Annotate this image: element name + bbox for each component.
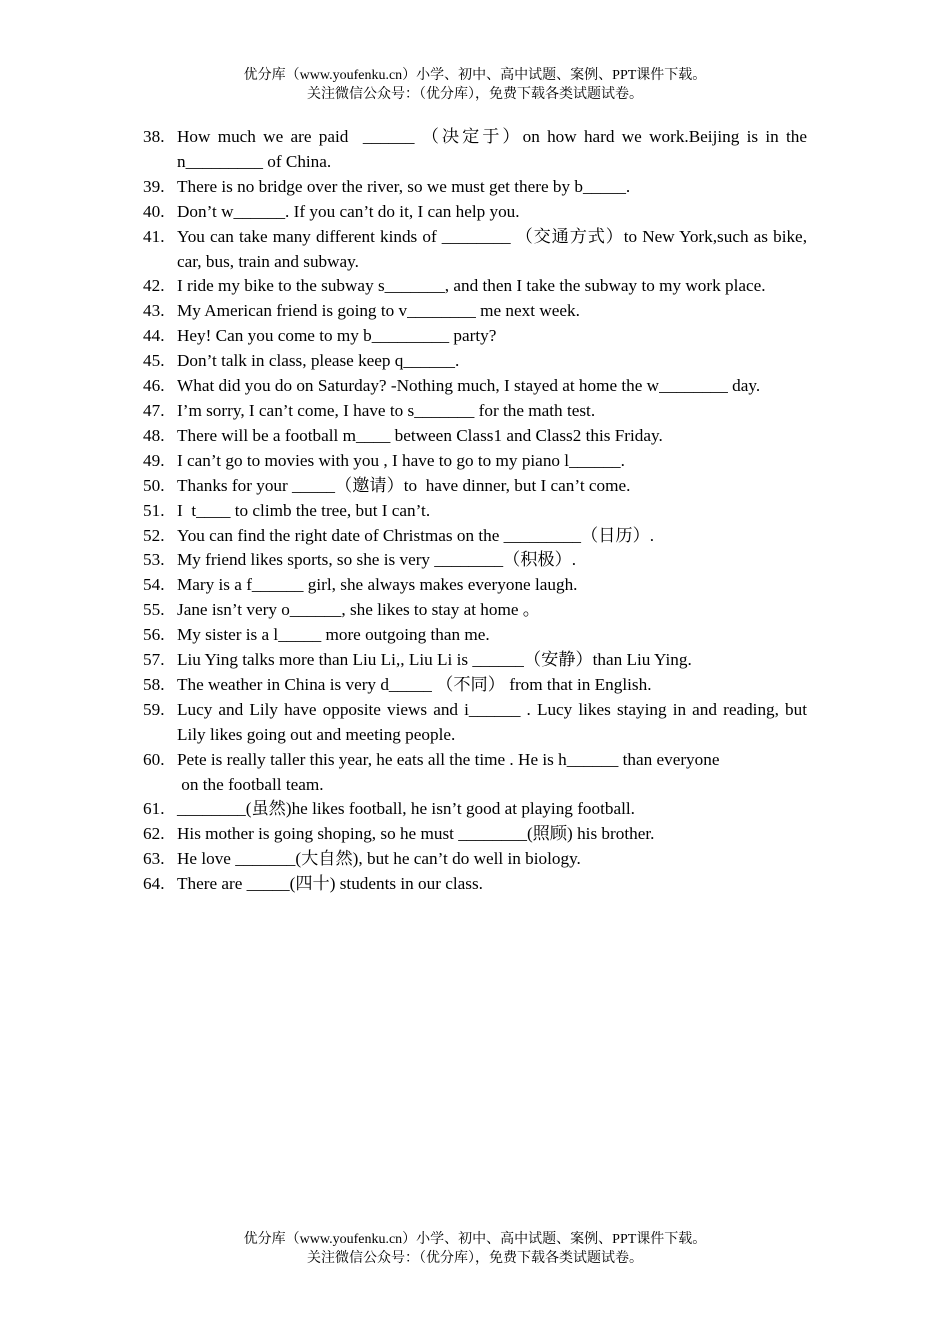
question-text: Mary is a f______ girl, she always makes everyone laugh. — [177, 575, 578, 595]
question-text: I ride my bike to the subway s_______, and then I take the subway to my work place. — [177, 276, 766, 296]
question-item — [143, 125, 812, 175]
question-item — [143, 598, 807, 623]
question-item — [143, 548, 807, 573]
question-item — [143, 200, 807, 225]
question-number: 64. — [143, 874, 165, 894]
question-number: 38. — [143, 127, 165, 146]
question-number: 48. — [143, 425, 165, 445]
header-line-2: 关注微信公众号：（优分库），免费下载各类试题试卷。 — [307, 87, 643, 102]
footer-line-1: 优分库（www.youfenku.cn）小学、初中、高中试题、案例、PPT课件下载。 — [243, 1232, 707, 1247]
question-text: I can’t go to movies with you , I have to go to my piano l______. — [177, 450, 625, 470]
question-text: My sister is a l_____ more outgoing than me. — [177, 625, 490, 645]
question-text: ________(虽然)he likes football, he isn’t good at playing football. — [177, 799, 635, 819]
question-text: Liu Ying talks more than Liu Li,, Liu Li is ______（安静）than Liu Ying. — [177, 650, 692, 670]
question-text: I’m sorry, I can’t come, I have to s_______ for the math test. — [177, 400, 596, 420]
question-number: 46. — [143, 376, 165, 396]
question-text: What did you do on Saturday? -Nothing much, I stayed at home the w________ day. — [177, 376, 761, 396]
question-text: Don’t w______. If you can’t do it, I can help you. — [177, 201, 520, 221]
question-text: You can take many different kinds of ________ （交通方式）to New York,such as bike, car, bus, train and subway. — [177, 226, 812, 271]
question-item — [143, 623, 807, 648]
question-item — [143, 274, 807, 299]
question-item — [143, 748, 807, 798]
question-text: There is no bridge over the river, so we must get there by b_____. — [177, 176, 631, 196]
question-text: I t____ to climb the tree, but I can’t. — [177, 500, 431, 520]
question-text: Jane isn’t very o______, she likes to stay at home 。 — [177, 600, 540, 620]
question-item — [143, 399, 807, 424]
question-number: 54. — [143, 575, 165, 595]
question-item — [143, 299, 807, 324]
question-number: 45. — [143, 351, 165, 371]
question-item — [143, 324, 807, 349]
question-number: 40. — [143, 201, 165, 221]
question-text: He love _______(大自然), but he can’t do well in biology. — [177, 849, 581, 869]
question-number: 51. — [143, 500, 165, 520]
question-item — [143, 847, 807, 872]
question-text: His mother is going shoping, so he must ________(照顾) his brother. — [177, 824, 655, 844]
question-text: The weather in China is very d_____ （不同） from that in English. — [177, 674, 652, 694]
question-text: My friend likes sports, so she is very ________（积极）. — [177, 550, 577, 570]
question-item — [143, 673, 807, 698]
question-number: 42. — [143, 276, 165, 296]
question-item — [143, 225, 812, 275]
question-number: 58. — [143, 674, 165, 694]
question-item — [143, 349, 807, 374]
question-text: My American friend is going to v________ me next week. — [177, 301, 580, 321]
question-item — [143, 474, 807, 499]
question-item — [143, 374, 807, 399]
page-footer — [0, 1230, 950, 1268]
question-number: 44. — [143, 326, 165, 346]
question-item — [143, 449, 807, 474]
question-number: 43. — [143, 301, 165, 321]
question-number: 49. — [143, 450, 165, 470]
question-number: 52. — [143, 525, 165, 545]
question-number: 60. — [143, 749, 165, 769]
question-list — [143, 125, 812, 897]
footer-line-2: 关注微信公众号：（优分库），免费下载各类试题试卷。 — [307, 1251, 643, 1266]
question-text: There will be a football m____ between Class1 and Class2 this Friday. — [177, 425, 663, 445]
question-number: 39. — [143, 176, 165, 196]
question-text: You can find the right date of Christmas on the _________（日历）. — [177, 525, 655, 545]
question-number: 47. — [143, 400, 165, 420]
question-number: 50. — [143, 475, 165, 495]
question-item — [143, 573, 807, 598]
question-text: Lucy and Lily have opposite views and i______ . Lucy likes staying in and reading, but Lily likes going out and meeting people. — [177, 699, 812, 744]
page-header — [0, 66, 950, 104]
question-number: 55. — [143, 600, 165, 620]
question-text: Hey! Can you come to my b_________ party? — [177, 326, 497, 346]
question-item — [143, 175, 807, 200]
question-item — [143, 797, 807, 822]
question-text: Thanks for your _____（邀请）to have dinner, but I can’t come. — [177, 475, 631, 495]
question-number: 63. — [143, 849, 165, 869]
question-number: 61. — [143, 799, 165, 819]
question-number: 59. — [143, 699, 165, 719]
question-text: Don’t talk in class, please keep q______. — [177, 351, 460, 371]
question-item — [143, 524, 807, 549]
question-text: How much we are paid ______ （决定于）on how hard we work.Beijing is in the n_________ of China. — [177, 127, 812, 171]
question-number: 57. — [143, 650, 165, 670]
question-text: Pete is really taller this year, he eats all the time . He is h______ than everyone on the football team. — [177, 749, 720, 794]
question-number: 53. — [143, 550, 165, 570]
question-number: 56. — [143, 625, 165, 645]
header-line-1: 优分库（www.youfenku.cn）小学、初中、高中试题、案例、PPT课件下载。 — [243, 68, 707, 83]
question-item — [143, 499, 807, 524]
question-item — [143, 424, 807, 449]
question-item — [143, 648, 807, 673]
question-text: There are _____(四十) students in our class. — [177, 874, 483, 894]
question-number: 62. — [143, 824, 165, 844]
question-item — [143, 872, 807, 897]
question-item — [143, 698, 812, 748]
question-item — [143, 822, 807, 847]
question-number: 41. — [143, 226, 165, 246]
